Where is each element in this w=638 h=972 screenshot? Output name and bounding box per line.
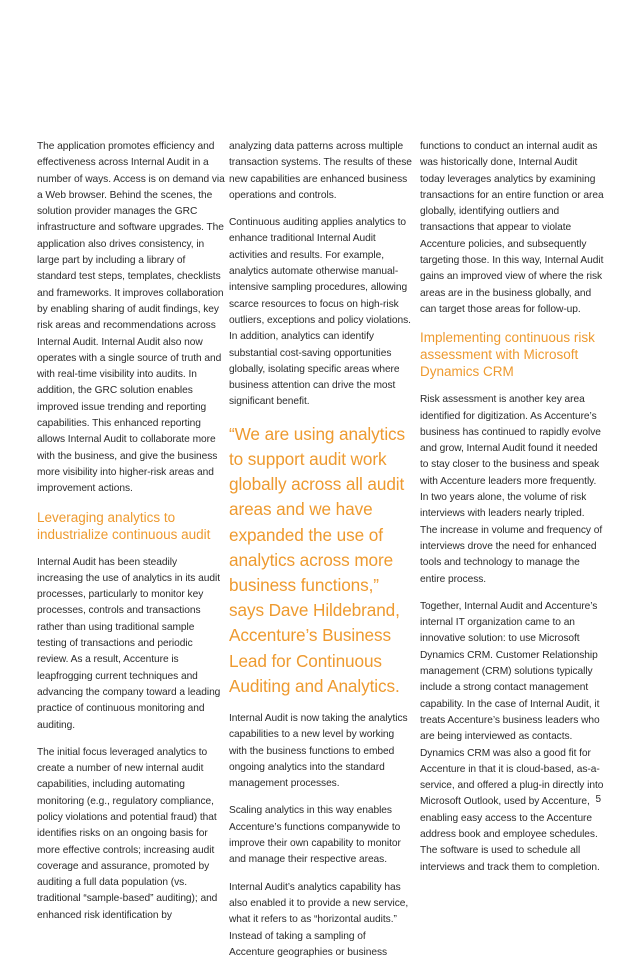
section-heading-analytics: Leveraging analytics to industrialize continuous audit [37,509,211,542]
paragraph: analyzing data patterns across multiple transaction systems. The results of these new capabilities are enhanced business operations and controls. [229,141,412,201]
paragraph: Continuous auditing applies analytics to enhance traditional Internal Audit activities and results. For example, analytics automate otherwise manual-intensive sampling procedures, allowing scarce resources to focus on high-risk outliers, exceptions and policy violations. In addition, analytics can identify substantial cost-saving opportunities globally, isolating specific areas where business attention can drive the most significant benefit. [229,217,411,408]
paragraph: Internal Audit has been steadily increasing the use of analytics in its audit processes, particularly to monitor key processes, controls and transactions rather than using traditional sample testing of transactions and periodic review. As a result, Accenture is leapfrogging current techniques and advancing the company toward a leading practice of continuous monitoring and auditing. [37,556,221,731]
column-1 [37,139,225,935]
page-number: 5 [595,794,601,805]
paragraph: The initial focus leveraged analytics to create a number of new internal audit capabilities, including automating monitoring (e.g., regulatory compliance, policy violations and potential fraud) that identifies risks on an ongoing basis for more effective controls; increasing audit coverage and assurance, promoted by auditing a full data population (vs. traditional “sample-based” auditing); and enhanced risk identification by [37,746,218,921]
column-2 [229,139,412,972]
paragraph: Scaling analytics in this way enables Accenture’s functions companywide to improve their own capability to monitor and manage their respective areas. [229,805,401,866]
paragraph: Risk assessment is another key area identified for digitization. As Accenture’s business has continued to rapidly evolve and grow, Internal Audit found it needed to stay closer to the business and speak with Accenture leaders more frequently. In two years alone, the volume of risk interviews with leaders nearly tripled. The increase in volume and frequency of interviews drove the need for enhanced tools and technology to manage the entire process. [420,394,603,585]
section-heading-risk-assessment: Implementing continuous risk assessment with Microsoft Dynamics CRM [420,330,595,380]
pull-quote: “We are using analytics to support audit work globally across all audit areas and we have expanded the use of analytics across more business functions,” says Dave Hildebrand, Accenture’s Business Lead for Continuous Auditing and Analytics. [229,423,406,696]
paragraph: Together, Internal Audit and Accenture’s internal IT organization came to an innovative solution: to use Microsoft Dynamics CRM. Customer Relationship management (CRM) solutions typically include a strong contact management capability. In the case of Internal Audit, it treats Accenture’s business leaders who are being interviewed as contacts. Dynamics CRM was also a good fit for Accenture in that it is cloud-based, as-a-service, and offered a plug-in directly into Microsoft Outlook, used by Accenture, enabling easy access to the Accenture address book and employee schedules. The software is used to schedule all interviews and track them to completion. [420,600,604,873]
paragraph: functions to conduct an internal audit as was historically done, Internal Audit today leverages analytics by examining transactions for an entire function or area globally, identifying outliers and transactions that appear to violate Accenture policies, and subsequently targeting those. In this way, Internal Audit gains an improved view of where the risk areas are in the business globally, and can target those areas for follow-up. [420,141,604,315]
column-3 [420,139,604,887]
paragraph: Internal Audit is now taking the analytics capabilities to a new level by working with the business functions to embed ongoing analytics into the standard management processes. [229,712,408,790]
paragraph: The application promotes efficiency and effectiveness across Internal Audit in a number of ways. Access is on demand via a Web browser. Behind the scenes, the solution provider manages the GRC infrastructure and software upgrades. The application also drives consistency, in large part by including a library of standard test steps, templates, checklists and frameworks. It improves collaboration by enabling sharing of audit findings, key risk areas and recommendations across Internal Audit. Internal Audit also now operates with a single source of truth and with real-time visibility into audits. In addition, the GRC solution enables improved issue trending and reporting capabilities. This enhanced reporting allows Internal Audit to collaborate more with the business, and give the business more visibility into higher-risk areas and improvement actions. [37,141,225,495]
paragraph: Internal Audit’s analytics capability has also enabled it to provide a new service, what it refers to as “horizontal audits.” Instead of taking a sampling of Accenture geographies or business [229,881,409,958]
